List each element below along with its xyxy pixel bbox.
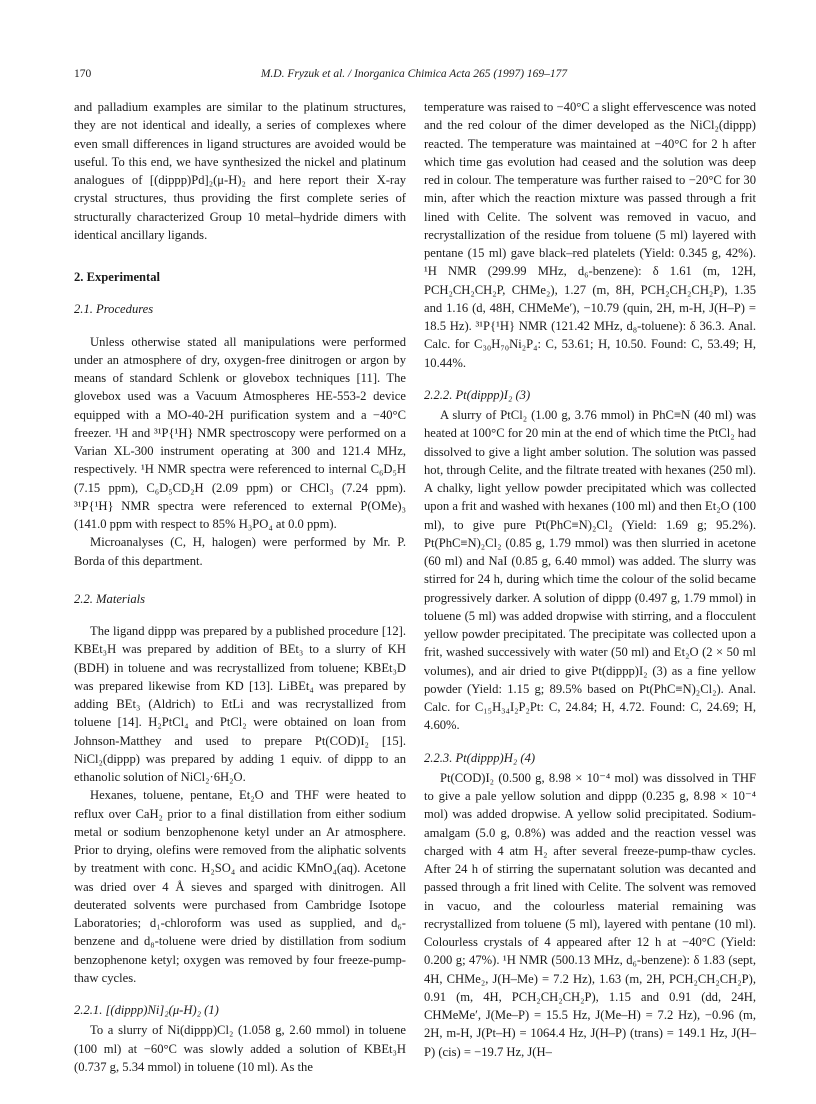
procedures-paragraph-2: Microanalyses (C, H, halogen) were performed by Mr. P. Borda of this department. [74, 535, 406, 568]
subsection-heading-procedures: 2.1. Procedures [74, 302, 154, 317]
subsection-heading-materials: 2.2. Materials [74, 591, 146, 606]
journal-reference: M.D. Fryzuk et al. / Inorganica Chimica Acta 265 (1997) 169–177 [260, 68, 568, 80]
page-number: 170 [74, 68, 92, 80]
subsection-heading-nickel-dimer: 2.2.1. [(dippp)Ni]₂(μ-H)₂ (1) [74, 1003, 219, 1017]
subsection-heading-pt-diiodide: 2.2.2. Pt(dippp)I₂ (3) [424, 387, 531, 402]
materials-paragraph-1: The ligand dippp was prepared by a published procedure [12]. KBEt₃H was prepared by addition of BEt₃ to a slurry of KH (BDH) in toluene and was recrystallized from toluene; KBEt₃D was prepared likewise from KD [13]. LiBEt₄ was prepared by adding BEt₃ (Aldrich) to EtLi and was recrystallized from toluene [14]. H₂PtCl₄ and PtCl₂ were obtained on loan from Johnson-Matthey and used to prepare Pt(COD)I₂ [15]. NiCl₂(dippp) was prepared by adding 1 equiv. of dippp to an ethanolic solution of NiCl₂·6H₂O. [74, 624, 406, 784]
pt-dihydride-paragraph: Pt(COD)I₂ (0.500 g, 8.98 × 10⁻⁴ mol) was dissolved in THF to give a pale yellow solution and dippp (0.235 g, 8.98 × 10⁻⁴ mol) was added dropwise. A yellow solid precipitated. Sodium-amalgam (5.0 g, 0.8%) was added and the reaction vessel was charged with 4 atm H₂ after several freeze-pump-thaw cycles. After 24 h of stirring the supernatant solution was decanted and passed through a frit lined with Celite. The solvent was removed in vacuo, and the colourless material remaining was recrystallized from toluene (5 ml), layered with pentane (10 ml). Colourless crystals of 4 appeared after 12 h at −40°C (Yield: 0.200 g; 47%). ¹H NMR (500.13 MHz, d₆-benzene): δ 1.83 (sept, 4H, CHMe₂, J(H–Me) = 7.2 Hz), 1.63 (m, 2H, PCH₂CH₂CH₂P), 0.91 (m, 4H, PCH₂CH₂CH₂P), 1.15 and 0.91 (dd, 24H, CHMeMe′, J(Me–P) = 15.5 Hz, J(Me–H) = 7.2 Hz), −0.96 (m, 2H, m-H, J(Pt–H) = 1064.4 Hz, J(H–P) (trans) = 149.1 Hz, J(H–P) (cis) = −19.7 Hz, J(H– [424, 770, 756, 1059]
subsection-heading-pt-dihydride: 2.2.3. Pt(dippp)H₂ (4) [424, 750, 536, 765]
procedures-paragraph-1: Unless otherwise stated all manipulations were performed under an atmosphere of dry, oxygen-free dinitrogen or argon by means of standard Schlenk or glovebox techniques [11]. The glovebox used was a Vacuum Atmospheres HE-553-2 device equipped with a MO-40-2H purification system and a −40°C freezer. ¹H and ³¹P{¹H} NMR spectroscopy were performed on a Varian XL-300 instrument operating at 300 and 121.4 MHz, respectively. ¹H NMR spectra were referenced to internal C₆D₅H (7.15 ppm), C₆D₅CD₂H (2.09 ppm) or CHCl₃ (7.24 ppm). ³¹P{¹H} NMR spectra were referenced to external P(OMe)₃ (141.0 ppm with respect to 85% H₃PO₄ at 0.0 ppm). [74, 334, 406, 531]
right-column [424, 98, 756, 1061]
section-heading-experimental: 2. Experimental [74, 270, 161, 284]
materials-paragraph-2: Hexanes, toluene, pentane, Et₂O and THF were heated to reflux over CaH₂ prior to a final distillation from either sodium metal or sodium benzophenone ketyl under an Ar atmosphere. Prior to drying, olefins were removed from the aliphatic solvents by treatment with conc. H₂SO₄ and acidic KMnO₄(aq). Acetone was dried over 4 Å sieves and sparged with dinitrogen. All deuterated solvents were purchased from Cambridge Isotope Laboratories; d₁-chloroform was used as supplied, and d₆-benzene and d₈-toluene were dried by distillation from sodium benzophenone ketyl; oxygen was removed by four freeze-pump-thaw cycles. [74, 788, 406, 985]
nickel-dimer-paragraph: To a slurry of Ni(dippp)Cl₂ (1.058 g, 2.60 mmol) in toluene (100 ml) at −60°C was slowly added a solution of KBEt₃H (0.737 g, 5.34 mmol) in toluene (10 ml). As the [74, 1023, 406, 1074]
running-header [74, 68, 754, 84]
pt-diiodide-paragraph: A slurry of PtCl₂ (1.00 g, 3.76 mmol) in PhC≡N (40 ml) was heated at 100°C for 20 min at the end of which time the PtCl₂ had dissolved to give a light amber solution. The solution was passed hot, through Celite, and the filtrate treated with hexanes (250 ml). A chalky, light yellow powder precipitated which was collected upon a frit and washed with hexanes (100 ml) and then Et₂O (100 ml), to give pure Pt(PhC≡N)₂Cl₂ (Yield: 1.69 g; 95.2%). Pt(PhC≡N)₂Cl₂ (0.85 g, 1.79 mmol) was then slurried in acetone (60 ml) and NaI (0.85 g, 6.40 mmol) was added. The slurry was stirred for 24 h, during which time the colour of the solid became progressively darker. A solution of dippp (0.497 g, 1.79 mmol) in toluene (5 ml) was added dropwise with stirring, and a flocculent yellow powder precipitated. The precipitate was collected upon a frit, washed successively with water (50 ml) and Et₂O (2 × 50 ml volumes), and air dried to give Pt(dippp)I₂ (3) as a fine yellow powder (Yield: 1.15 g; 89.5% based on Pt(PhC≡N)₂Cl₂). Anal. Calc. for C₁₅H₃₄I₂P₂Pt: C, 24.84; H, 4.72. Found: C, 24.69; H, 4.60%. [424, 408, 756, 733]
continued-paragraph: temperature was raised to −40°C a slight effervescence was noted and the red colour of the dimer developed as the NiCl₂(dippp) reacted. The temperature was maintained at −40°C for 2 h after which time gas evolution had ceased and the solution was deep red in colour. The temperature was further raised to −20°C for 30 min, after which the reaction mixture was passed through a frit lined with Celite. The solvent was removed in vacuo, and recrystallization of the residue from toluene (5 ml) layered with pentane (15 ml) gave black–red platelets (Yield: 0.345 g, 42%). ¹H NMR (299.99 MHz, d₆-benzene): δ 1.61 (m, 12H, PCH₂CH₂CH₂P, CHMe₂), 1.27 (m, 8H, PCH₂CH₂CH₂P), 1.35 and 1.16 (d, 48H, CHMeMe′), −10.79 (quin, 2H, m-H, J(H–P) = 18.5 Hz). ³¹P{¹H} NMR (121.42 MHz, d₈-toluene): δ 36.3. Anal. Calc. for C₃₀H₇₀Ni₂P₄: C, 53.61; H, 10.50. Found: C, 53.49; H, 10.44%. [424, 100, 756, 370]
intro-paragraph: and palladium examples are similar to the platinum structures, they are not identical and ideally, a series of complexes where even small differences in ligand structures are avoided would be useful. To this end, we have synthesized the nickel and platinum analogues of [(dippp)Pd]₂(μ-H)₂ and here report their X-ray crystal structures, thus providing the first complete series of structurally characterized Group 10 metal–hydride dimers with identical ancillary ligands. [74, 100, 406, 242]
left-column [74, 98, 406, 1076]
